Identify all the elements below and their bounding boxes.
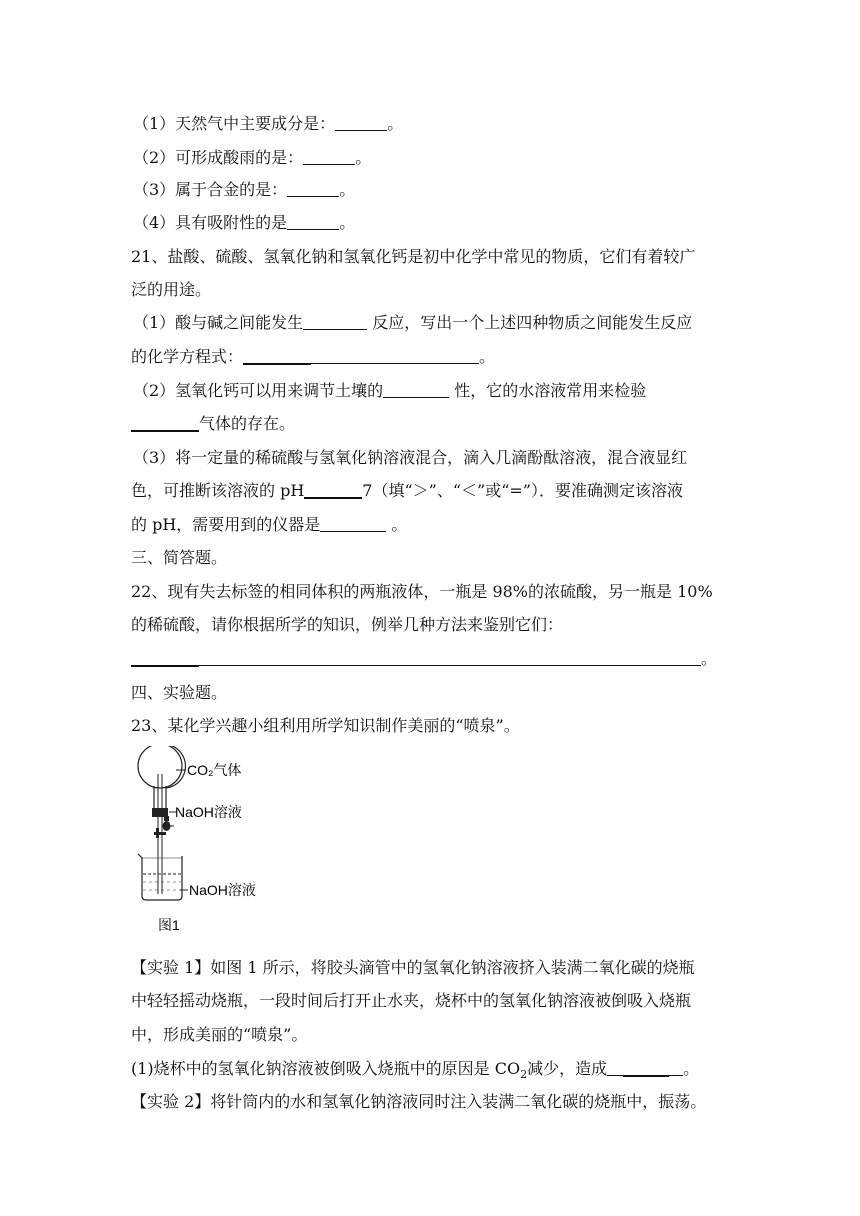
- answer-blank-continuation[interactable]: [311, 347, 479, 364]
- q21-part2-line1: （2）氢氧化钙可以用来调节土壤的 性，它的水溶液常用来检验: [133, 381, 647, 400]
- answer-blank[interactable]: [287, 180, 339, 197]
- q21-part3-line3: 的 pH，需要用到的仪器是 。: [131, 515, 408, 534]
- answer-blank-tail[interactable]: [669, 1059, 683, 1076]
- q23-exp1-line2: 中轻轻摇动烧瓶，一段时间后打开止水夹，烧杯中的氢氧化钠溶液被倒吸入烧瓶: [131, 991, 692, 1010]
- q20-item-2: （2）可形成酸雨的是： 。: [133, 148, 372, 167]
- label-beaker-naoh: NaOH溶液: [189, 882, 256, 898]
- pinch-clamp: [154, 832, 166, 835]
- answer-blank[interactable]: [303, 148, 355, 165]
- answer-blank-lead[interactable]: [607, 1059, 623, 1076]
- answer-blank[interactable]: [243, 347, 311, 365]
- q20-item-3: （3）属于合金的是： 。: [133, 180, 356, 199]
- answer-blank-continuation[interactable]: [199, 649, 701, 666]
- q21-part3-line2: 色，可推断该溶液的 pH 7（填“＞”、“＜”或“=”）．要准确测定该溶液: [131, 481, 683, 500]
- answer-blank[interactable]: [335, 114, 387, 131]
- label-dropper-naoh: NaOH溶液: [175, 804, 242, 820]
- q21-part1-line1: （1）酸与碱之间能发生 反应，写出一个上述四种物质之间能发生反应: [133, 313, 693, 332]
- q21-part2-line2: 气体的存在。: [131, 413, 295, 435]
- q22-line2: 的稀硫酸，请你根据所学的知识，例举几种方法来鉴别它们：: [131, 615, 564, 634]
- answer-blank[interactable]: [320, 515, 386, 532]
- section-heading-short-answer: 三、简答题。: [131, 548, 228, 567]
- q21-part1-line2: 的化学方程式： 。: [131, 347, 496, 366]
- figure-caption: 图1: [158, 917, 180, 933]
- beaker: [138, 854, 182, 900]
- q21-stem-line2: 泛的用途。: [131, 280, 212, 299]
- q22-answer-line: 。: [131, 648, 717, 670]
- section-heading-experiment: 四、实验题。: [131, 683, 228, 702]
- answer-blank[interactable]: [303, 313, 367, 330]
- answer-blank[interactable]: [287, 213, 339, 230]
- answer-blank[interactable]: [383, 381, 449, 398]
- q23-exp1-line3: 中，形成美丽的“喷泉”。: [131, 1025, 308, 1044]
- q22-line1: 22、现有失去标签的相同体积的两瓶液体，一瓶是 98%的浓硫酸，另一瓶是 10%: [131, 582, 713, 601]
- answer-blank[interactable]: [131, 414, 199, 432]
- q23-exp2: 【实验 2】将针筒内的水和氢氧化钠溶液同时注入装满二氧化碳的烧瓶中，振荡。: [131, 1092, 707, 1111]
- answer-blank[interactable]: [623, 1059, 669, 1077]
- answer-blank[interactable]: [131, 649, 199, 667]
- q21-part3-line1: （3）将一定量的稀硫酸与氢氧化钠溶液混合，滴入几滴酚酞溶液，混合液显红: [133, 448, 688, 467]
- rubber-stopper: [152, 808, 168, 817]
- q21-stem-line1: 21、盐酸、硫酸、氢氧化钠和氢氧化钙是初中化学中常见的物质，它们有着较广: [131, 247, 696, 266]
- answer-blank[interactable]: [304, 481, 362, 499]
- q20-item-4: （4）具有吸附性的是 。: [133, 213, 356, 232]
- label-co2-gas: CO₂气体: [187, 762, 242, 778]
- figure-fountain-apparatus: [136, 746, 286, 946]
- q23-question1: (1)烧杯中的氢氧化钠溶液被倒吸入烧瓶中的原因是 $CO_2$减少，造成 。: [131, 1059, 700, 1082]
- fountain-apparatus-diagram: [136, 746, 286, 946]
- q23-stem: 23、某化学兴趣小组利用所学知识制作美丽的“喷泉”。: [131, 716, 520, 735]
- q20-item-1: （1）天然气中主要成分是： 。: [133, 114, 404, 133]
- dropper-bulb: [163, 821, 171, 831]
- round-bottom-flask: [138, 746, 182, 788]
- q23-exp1-line1: 【实验 1】如图 1 所示，将胶头滴管中的氢氧化钠溶液挤入装满二氧化碳的烧瓶: [131, 958, 695, 977]
